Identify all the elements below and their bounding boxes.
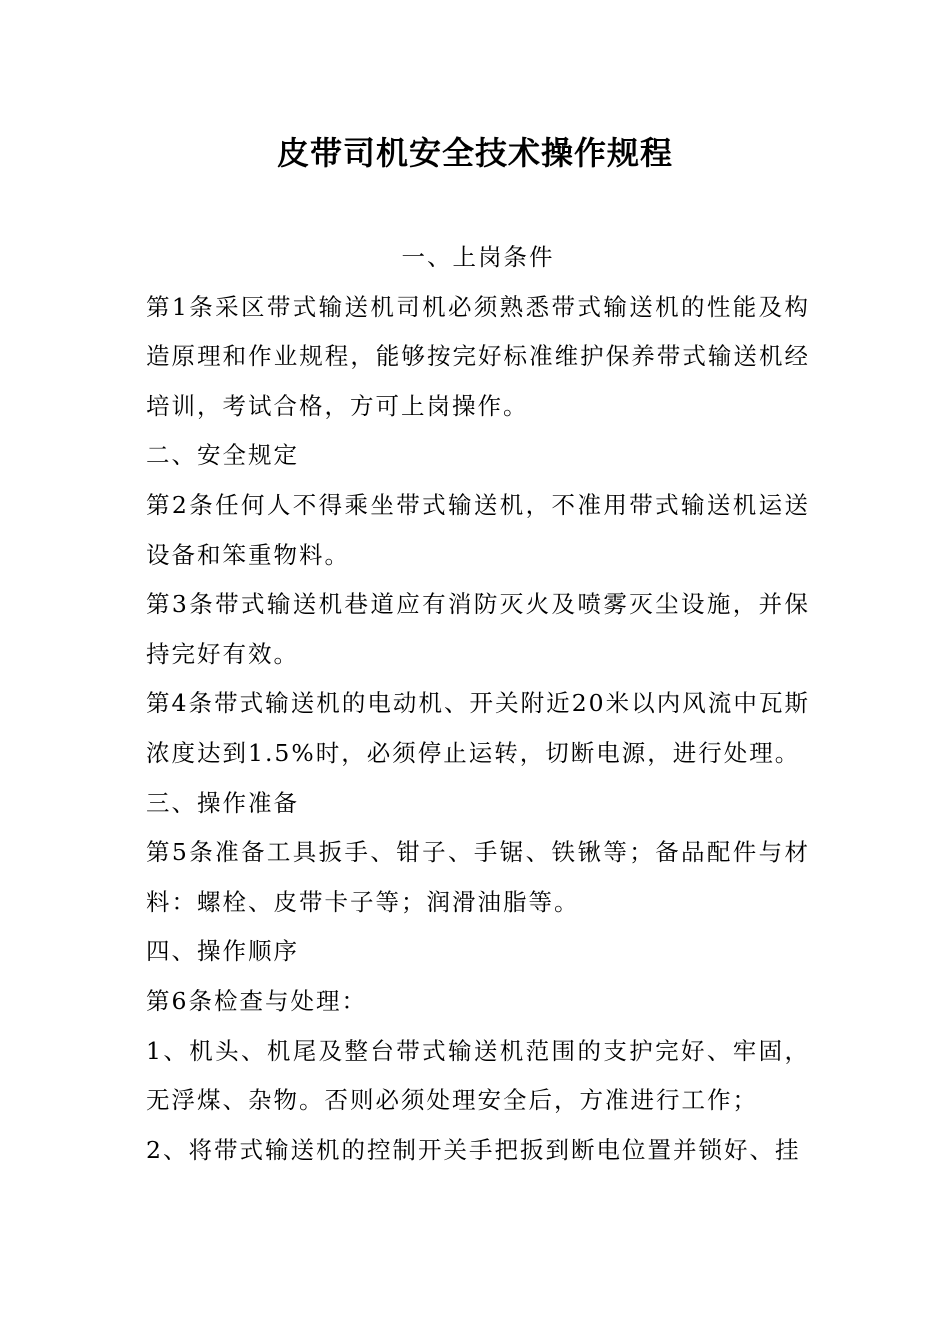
list-item: 2、将带式输送机的控制开关手把扳到断电位置并锁好、挂: [146, 1135, 801, 1164]
paragraph: 第3条带式输送机巷道应有消防灭火及喷雾灭尘设施，并保持完好有效。: [146, 590, 810, 668]
section-heading: 一、上岗条件: [401, 243, 555, 271]
paragraph: 第1条采区带式输送机司机必须熟悉带式输送机的性能及构造原理和作业规程，能够按完好标准维护保养带式输送机经培训，考试合格，方可上岗操作。: [146, 292, 810, 420]
document-body: [146, 233, 810, 1175]
section-heading: 四、操作顺序: [146, 937, 299, 966]
paragraph: 第6条检查与处理：: [146, 986, 367, 1015]
paragraph: 第4条带式输送机的电动机、开关附近20米以内风流中瓦斯浓度达到1.5%时，必须停止运转，切断电源，进行处理。: [146, 689, 810, 767]
list-item: 1、机头、机尾及整台带式输送机范围的支护完好、牢固，无浮煤、杂物。否则必须处理安全后，方准进行工作；: [146, 1036, 810, 1115]
paragraph: 第5条准备工具扳手、钳子、手锯、铁锹等；备品配件与材料：螺栓、皮带卡子等；润滑油脂等。: [146, 838, 810, 916]
section-heading: 二、安全规定: [146, 441, 299, 470]
paragraph: 第2条任何人不得乘坐带式输送机，不准用带式输送机运送设备和笨重物料。: [146, 490, 810, 569]
document-title: 皮带司机安全技术操作规程: [276, 134, 673, 172]
section-heading: 三、操作准备: [146, 788, 299, 817]
